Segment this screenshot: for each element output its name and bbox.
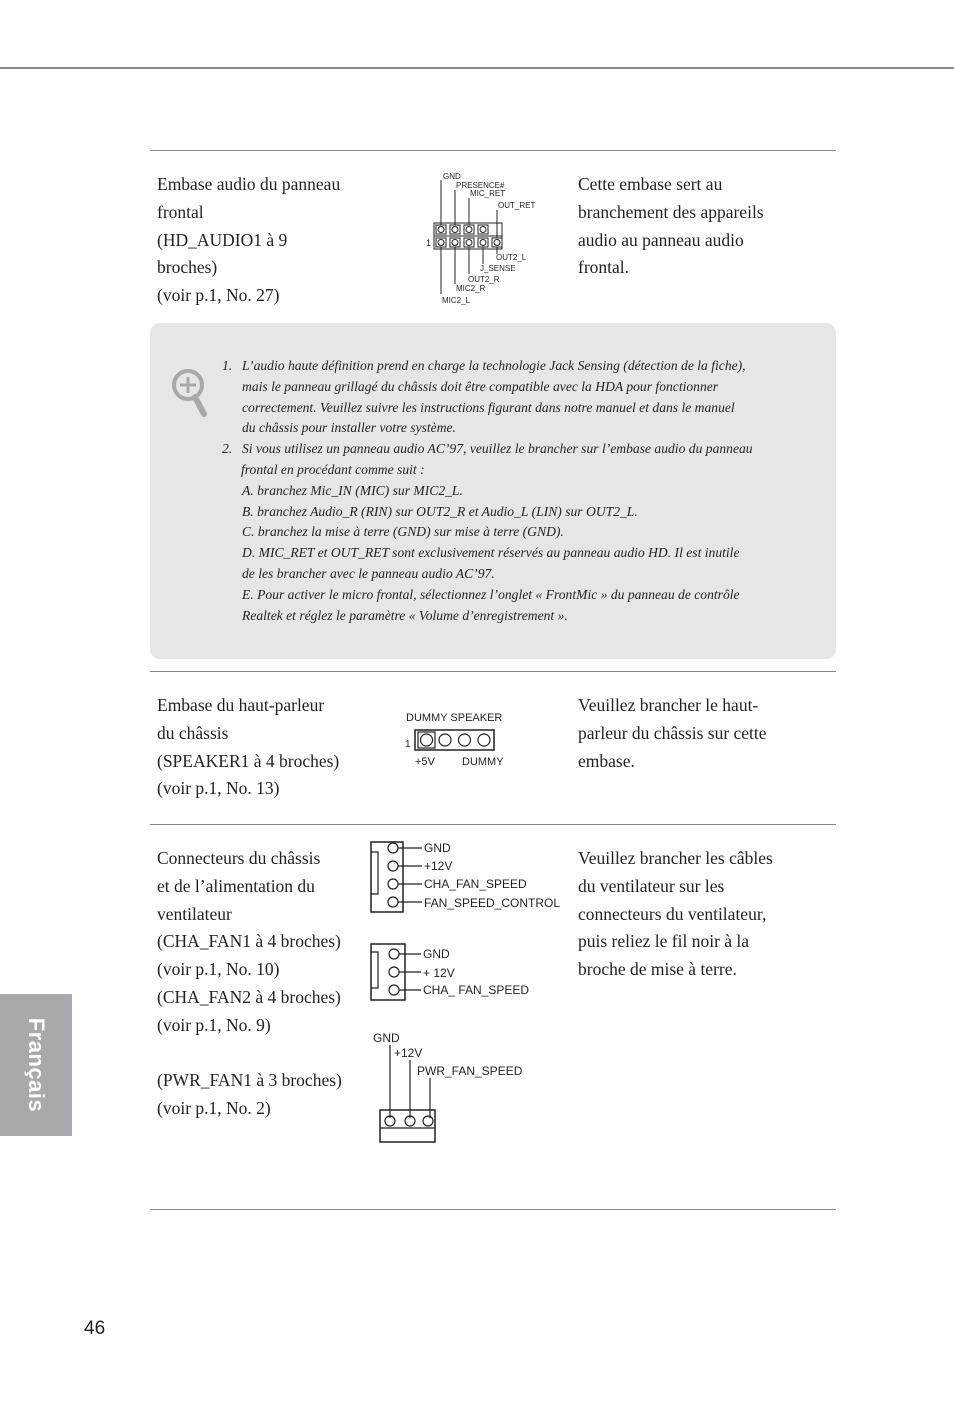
divider [150, 824, 836, 825]
pin-label: GND [423, 947, 450, 961]
list-number: 2. [222, 441, 233, 457]
fan-header-description [578, 845, 773, 984]
divider [150, 1209, 836, 1210]
text-line: A. branchez Mic_IN (MIC) sur MIC2_L. [242, 482, 463, 498]
text-line: correctement. Veuillez suivre les instructions figurant dans notre manuel et dans le manuel [242, 399, 735, 415]
text-line: du ventilateur sur les [578, 875, 725, 896]
audio-header-diagram [420, 168, 550, 310]
text-line: du châssis pour installer votre système. [242, 420, 456, 436]
text-line: (voir p.1, No. 2) [157, 1098, 271, 1119]
pin-label-mic-ret: MIC_RET [470, 189, 506, 198]
text-line: embase. [578, 750, 635, 771]
text-line: Si vous utilisez un panneau audio AC’97, veuillez le brancher sur l’embase audio du panneau [242, 441, 753, 457]
text-line: Veuillez brancher les câbles [578, 848, 773, 868]
pin-label: PWR_FAN_SPEED [417, 1064, 523, 1078]
text-line: branchement des appareils [578, 201, 764, 222]
text-line: connecteurs du ventilateur, [578, 903, 767, 924]
text-line: Connecteurs du châssis [157, 848, 321, 868]
pin-label: FAN_SPEED_CONTROL [424, 896, 561, 910]
language-tab [0, 994, 72, 1136]
pin-label-out-ret: OUT_RET [498, 201, 536, 210]
text-line: Embase du haut-parleur [157, 695, 325, 715]
text-line: D. MIC_RET et OUT_RET sont exclusivement réservés au panneau audio HD. Il est inutile [242, 545, 740, 561]
list-number: 1. [222, 358, 233, 373]
text-line: broche de mise à terre. [578, 959, 737, 980]
page-number: 46 [84, 1318, 106, 1339]
text-line: C. branchez la mise à terre (GND) sur mise à terre (GND). [242, 524, 564, 540]
pin-label-mic2-r: MIC2_R [456, 284, 486, 293]
text-line: (HD_AUDIO1 à 9 [157, 229, 288, 250]
text-line: (SPEAKER1 à 4 broches) [157, 750, 340, 771]
divider [150, 671, 836, 672]
text-line: frontal en procédant comme suit : [241, 461, 425, 477]
pin-label-dummy: DUMMY [462, 756, 504, 768]
text-line: et de l’alimentation du [157, 875, 315, 896]
audio-header-description [578, 171, 764, 282]
cha-fan-3pin-diagram [366, 940, 546, 1004]
pin-label: +12V [394, 1046, 423, 1060]
pin-label-j-sense: J_SENSE [480, 264, 516, 273]
fan-header-title [157, 845, 342, 1123]
note-list [222, 356, 792, 626]
pwr-fan-diagram [370, 1028, 550, 1148]
pin-one-marker: 1 [426, 238, 432, 248]
text-line: broches) [157, 257, 218, 278]
pin-label-presence: PRESENCE# [456, 181, 505, 190]
spacer [157, 1040, 342, 1068]
top-rule [0, 67, 954, 69]
text-line: (PWR_FAN1 à 3 broches) [157, 1070, 342, 1091]
text-line: frontal. [578, 257, 630, 278]
pin-one-marker: 1 [405, 739, 411, 750]
text-line: de les brancher avec le panneau audio AC’97. [242, 565, 495, 581]
pin-label-gnd: GND [443, 172, 461, 181]
text-line: (voir p.1, No. 10) [157, 959, 280, 980]
speaker-header-title [157, 692, 339, 803]
text-line: ventilateur [157, 903, 232, 924]
magnifier-icon [170, 368, 210, 420]
text-line: Realtek et réglez le paramètre « Volume d’enregistrement ». [242, 607, 568, 623]
list-item [222, 356, 792, 377]
text-line: Embase audio du panneau [157, 174, 341, 194]
pin-label-out2-l: OUT2_L [496, 253, 527, 262]
text-line: (voir p.1, No. 9) [157, 1014, 271, 1035]
text-line: (CHA_FAN1 à 4 broches) [157, 931, 341, 952]
audio-header-title [157, 171, 340, 310]
text-line: (CHA_FAN2 à 4 broches) [157, 986, 341, 1007]
pin-label-mic2-l: MIC2_L [442, 296, 471, 305]
text-line: frontal [157, 201, 204, 222]
text-line: audio au panneau audio [578, 229, 744, 250]
text-line: Cette embase sert au [578, 174, 723, 194]
pin-label-5v: +5V [415, 756, 435, 768]
cha-fan-4pin-diagram [366, 838, 566, 918]
pin-label: GND [373, 1031, 400, 1045]
text-line: B. branchez Audio_R (RIN) sur OUT2_R et Audio_L (LIN) sur OUT2_L. [242, 503, 638, 519]
text-line: Veuillez brancher le haut- [578, 695, 759, 715]
divider [150, 150, 836, 151]
language-tab-label: Français [24, 1017, 49, 1113]
list-item [222, 439, 792, 460]
speaker-header-diagram [400, 706, 530, 772]
pin-label-top: DUMMY SPEAKER [406, 712, 503, 724]
text-line: parleur du châssis sur cette [578, 722, 767, 743]
pin-label: +12V [424, 859, 453, 873]
speaker-header-description [578, 692, 767, 775]
pin-label: + 12V [423, 966, 455, 980]
text-line: mais le panneau grillagé du châssis doit être compatible avec la HDA pour fonctionner [242, 378, 719, 394]
text-line: L’audio haute définition prend en charge la technologie Jack Sensing (détection de la fiche), [242, 358, 746, 373]
pin-label: GND [424, 841, 451, 855]
pin-label: CHA_FAN_SPEED [424, 877, 527, 891]
text-line: du châssis [157, 722, 229, 743]
text-line: (voir p.1, No. 27) [157, 285, 280, 306]
text-line: (voir p.1, No. 13) [157, 778, 280, 799]
pin-label: CHA_ FAN_SPEED [423, 983, 530, 997]
text-line: puis reliez le fil noir à la [578, 931, 750, 952]
text-line: E. Pour activer le micro frontal, sélectionnez l’onglet « FrontMic » du panneau de contrôle [242, 586, 740, 602]
pin-label-out2-r: OUT2_R [468, 275, 500, 284]
